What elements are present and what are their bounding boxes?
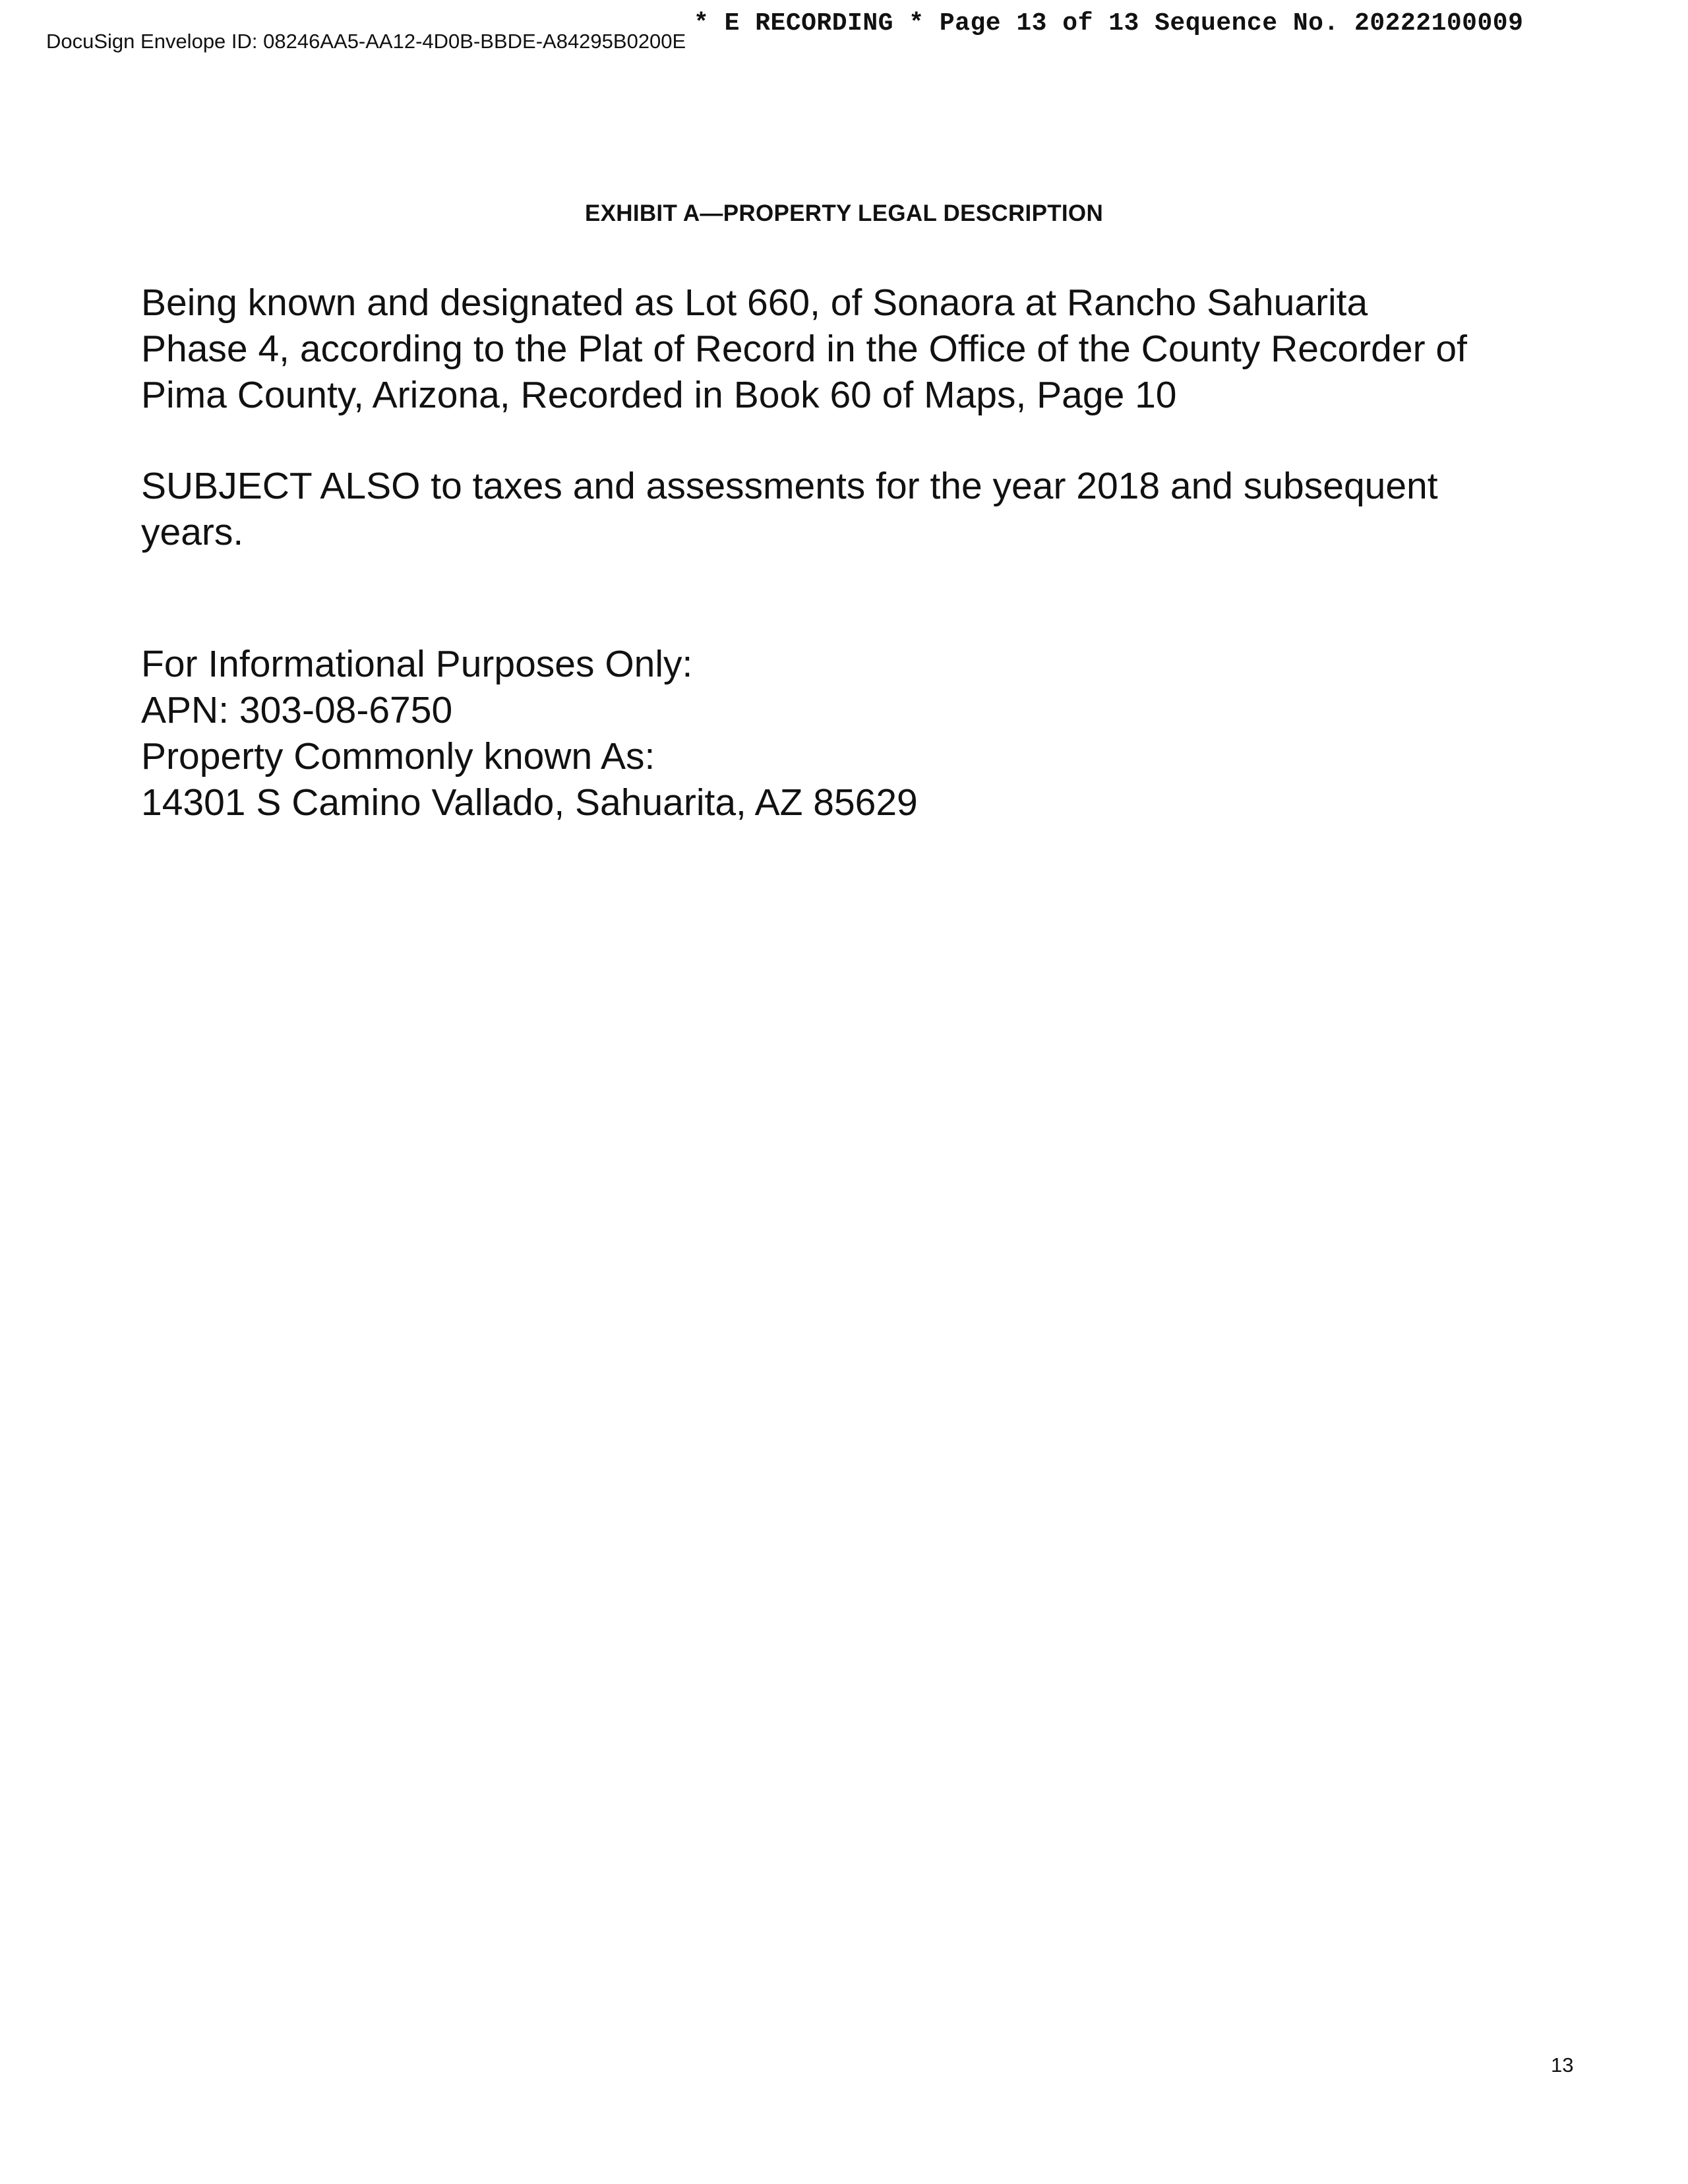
page-number: 13	[1551, 2053, 1574, 2077]
legal-description-line: Pima County, Arizona, Recorded in Book 60 of Maps, Page 10	[141, 374, 1177, 416]
envelope-id: DocuSign Envelope ID: 08246AA5-AA12-4D0B-BBDE-A84295B0200E	[46, 30, 686, 53]
subject-clause-line: years.	[141, 511, 244, 553]
property-known-as-label: Property Commonly known As:	[141, 735, 655, 777]
subject-clause	[141, 463, 1438, 555]
property-address: 14301 S Camino Vallado, Sahuarita, AZ 85629	[141, 781, 918, 824]
legal-description	[141, 280, 1467, 418]
apn-line: APN: 303-08-6750	[141, 689, 453, 731]
legal-description-line: Being known and designated as Lot 660, of Sonaora at Rancho Sahuarita	[141, 282, 1368, 324]
legal-description-line: Phase 4, according to the Plat of Record in the Office of the County Recorder of	[141, 328, 1467, 370]
exhibit-title: EXHIBIT A—PROPERTY LEGAL DESCRIPTION	[584, 200, 1104, 226]
informational-heading: For Informational Purposes Only:	[141, 643, 693, 685]
subject-clause-line: SUBJECT ALSO to taxes and assessments for the year 2018 and subsequent	[141, 465, 1438, 507]
informational-block	[141, 641, 918, 826]
recording-stamp: * E RECORDING * Page 13 of 13 Sequence No. 20222100009	[691, 9, 1526, 38]
